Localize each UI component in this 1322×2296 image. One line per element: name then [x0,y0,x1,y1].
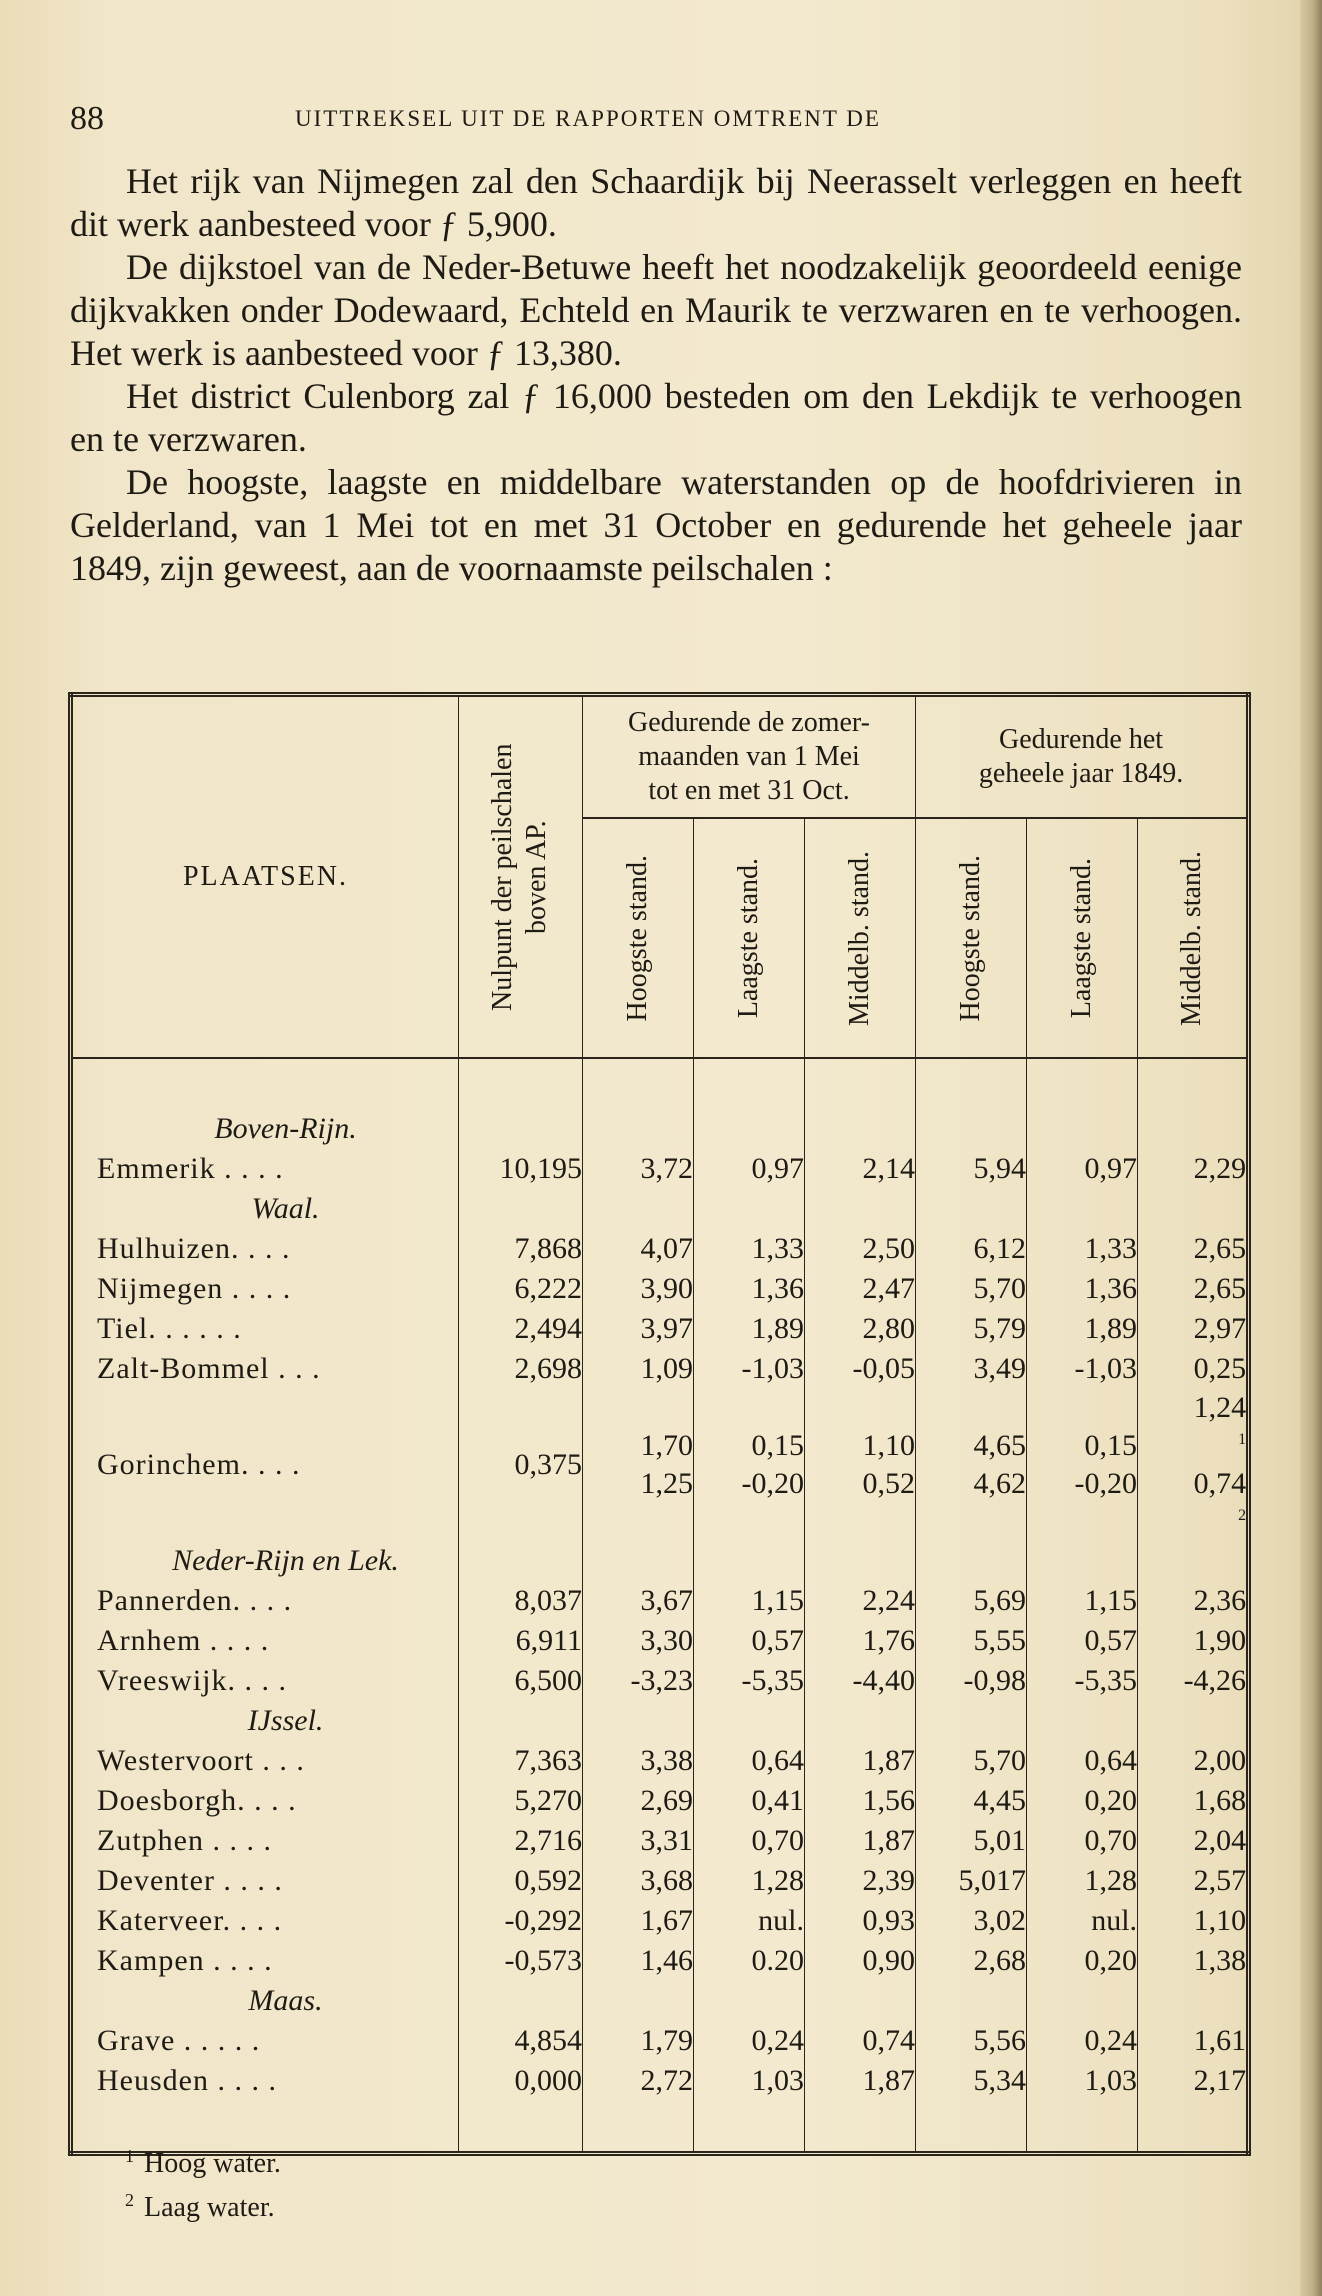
header-zero-point: Nulpunt der peilschalen boven AP. [459,695,583,1059]
table-row: Tiel. . . . . . 2,494 3,97 1,89 2,80 5,79 1,89 2,97 [71,1309,1249,1349]
header-year-mid: Middelb. stand. [1138,818,1249,1058]
section-ijssel: IJssel. [247,1704,324,1737]
footnote: $^2$ Laag water. [125,2189,275,2223]
header-places: PLAATSEN. [71,695,459,1059]
page-header [70,100,1250,140]
table-row: Vreeswijk. . . . 6,500 -3,23 -5,35 -4,40 -0,98 -5,35 -4,26 [71,1661,1249,1701]
section-waal: Waal. [251,1192,320,1225]
table-row: Westervoort . . . 7,363 3,38 0,64 1,87 5,70 0,64 2,00 [71,1741,1249,1781]
header-summer-months: Gedurende de zomer- maanden van 1 Mei tot en met 31 Oct. [583,695,916,819]
book-spine [1300,0,1322,2296]
section-maas: Maas. [248,1984,323,2017]
header-year-high: Hoogste stand. [916,818,1027,1058]
section-neder-rijn-lek: Neder-Rijn en Lek. [172,1544,399,1577]
table-row: Emmerik . . . . 10,195 3,72 0,97 2,14 5,94 0,97 2,29 [71,1149,1249,1189]
water-level-table [68,692,1251,2156]
paragraph: De hoogste, laagste en middelbare waterstanden op de hoofdrivieren in Gelderland, van 1 Mei tot en met 31 October en gedurende het geheele jaar 1849, zijn geweest, aan de voornaamste peilschalen : [70,462,1242,588]
header-summer-mid: Middelb. stand. [805,818,916,1058]
header-summer-low: Laagste stand. [694,818,805,1058]
table-row: Grave . . . . . 4,854 1,79 0,24 0,74 5,56 0,24 1,61 [71,2021,1249,2061]
table-row: Deventer . . . . 0,592 3,68 1,28 2,39 5,017 1,28 2,57 [71,1861,1249,1901]
page-number: 88 [70,100,104,137]
table-row: Gorinchem. . . . 0,375 1,70 1,25 0,15 -0,20 1,10 0,52 4,65 4,62 0,15 -0,20 1,24 $^1$ 0,74 $^2$ [71,1389,1249,1541]
table-row: Doesborgh. . . . 5,270 2,69 0,41 1,56 4,45 0,20 1,68 [71,1781,1249,1821]
footnote-mark: 1 [1238,1431,1247,1448]
header-year-low: Laagste stand. [1027,818,1138,1058]
section-boven-rijn: Boven-Rijn. [214,1112,357,1145]
paragraph: De dijkstoel van de Neder-Betuwe heeft het noodzakelijk geoordeeld eenige dijkvakken onder Dodewaard, Echteld en Maurik te verzwaren en te verhoogen. Het werk is aanbesteed voor ƒ 13,380. [70,247,1242,373]
table-row: Zalt-Bommel . . . 2,698 1,09 -1,03 -0,05 3,49 -1,03 0,25 [71,1349,1249,1389]
table-row: Nijmegen . . . . 6,222 3,90 1,36 2,47 5,70 1,36 2,65 [71,1269,1249,1309]
header-whole-year: Gedurende het geheele jaar 1849. [916,695,1249,819]
table-row: Heusden . . . . 0,000 2,72 1,03 1,87 5,34 1,03 2,17 [71,2061,1249,2101]
paragraph: Het district Culenborg zal ƒ 16,000 besteden om den Lekdijk te verhoogen en te verzwaren. [70,376,1242,459]
table-row: Hulhuizen. . . . 7,868 4,07 1,33 2,50 6,12 1,33 2,65 [71,1229,1249,1269]
table-row: Pannerden. . . . 8,037 3,67 1,15 2,24 5,69 1,15 2,36 [71,1581,1249,1621]
table-row: Katerveer. . . . -0,292 1,67 nul. 0,93 3,02 nul. 1,10 [71,1901,1249,1941]
paragraph: Het rijk van Nijmegen zal den Schaardijk bij Neerasselt verleggen en heeft dit werk aanbesteed voor ƒ 5,900. [70,161,1242,244]
table-row: Zutphen . . . . 2,716 3,31 0,70 1,87 5,01 0,70 2,04 [71,1821,1249,1861]
table-row: Arnhem . . . . 6,911 3,30 0,57 1,76 5,55 0,57 1,90 [71,1621,1249,1661]
footnote-mark: 2 [1238,1507,1247,1524]
header-summer-high: Hoogste stand. [583,818,694,1058]
running-head: UITTREKSEL UIT DE RAPPORTEN OMTRENT DE [295,106,881,131]
footnotes [125,2142,281,2230]
body-text [70,160,1242,590]
footnote: $^1$ Hoog water. [125,2145,281,2179]
table-row: Kampen . . . . -0,573 1,46 0.20 0,90 2,68 0,20 1,38 [71,1941,1249,1981]
